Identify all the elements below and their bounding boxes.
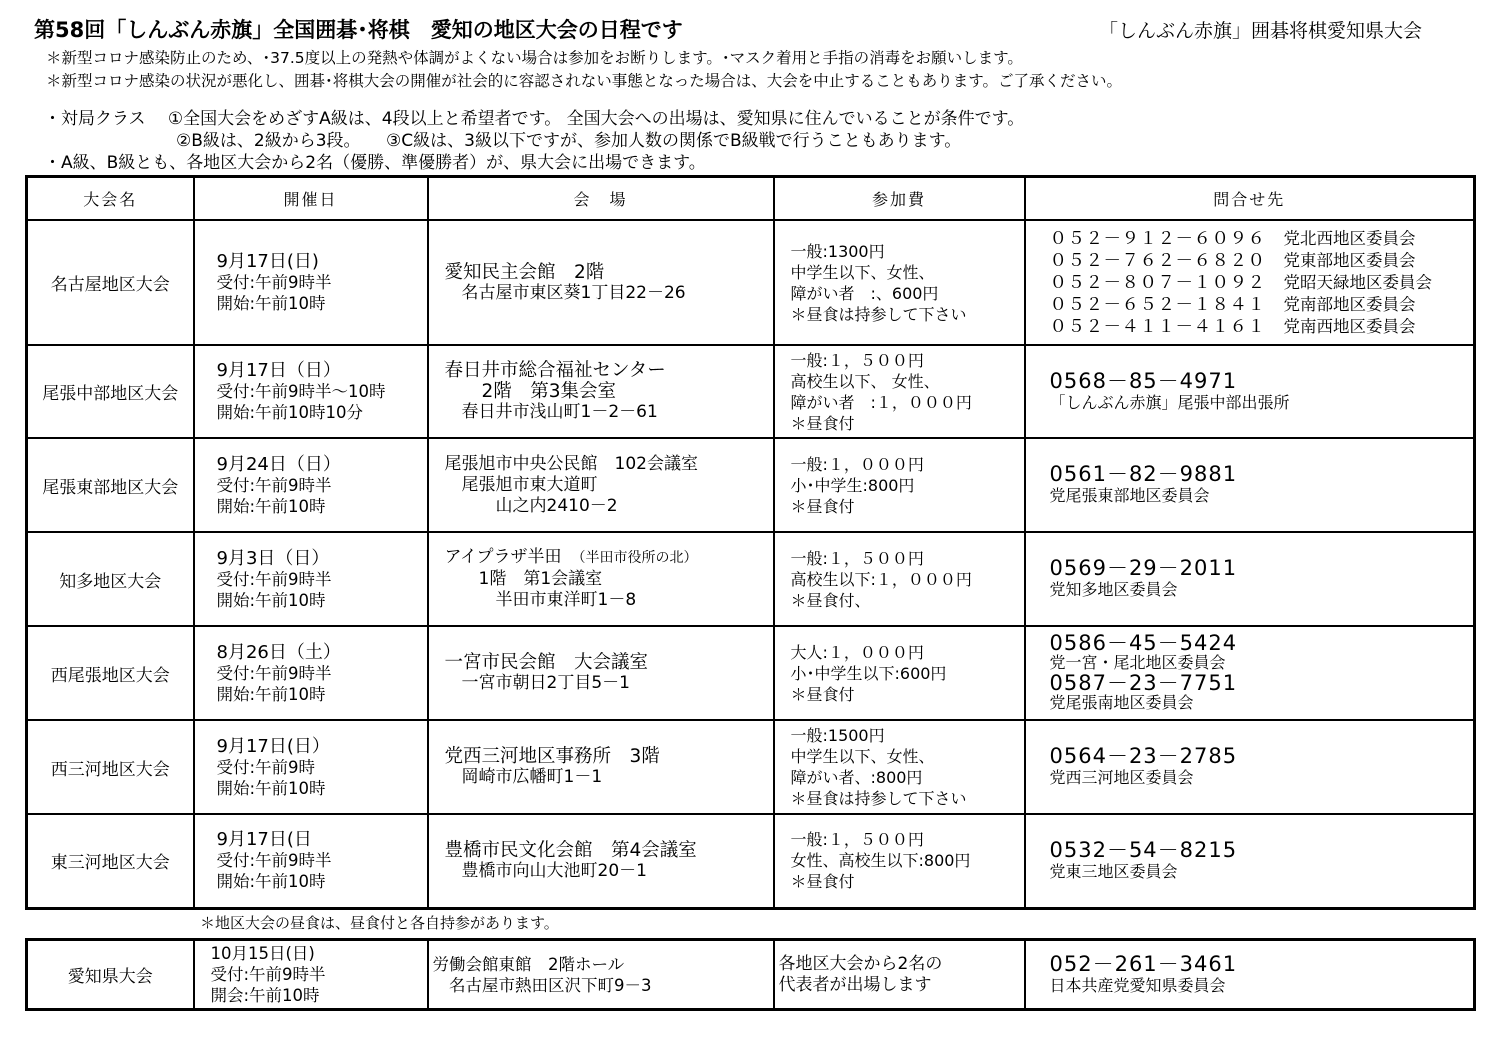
venue-name-line — [445, 547, 773, 569]
contact-org: 党尾張南地区委員会 — [1049, 693, 1194, 712]
organizer-name: 「しんぶん赤旗」囲碁将棋愛知県大会 — [1098, 20, 1422, 42]
header-venue: 会 場 — [428, 177, 774, 221]
event-date: 9月17日（日） — [216, 360, 341, 381]
contact-org: 党尾張東部地区委員会 — [1049, 486, 1210, 505]
table-row — [27, 438, 1475, 532]
fee-line: 一般:1300円 — [790, 241, 885, 261]
header-date: 開催日 — [194, 177, 428, 221]
contact-line — [1050, 272, 1474, 294]
event-date: 10月15日(日) — [210, 944, 315, 963]
fee-line: 一般:１，５００円 — [790, 548, 924, 568]
reception-time: 受付:午前9時半 — [216, 475, 332, 495]
contact-org: 党知多地区委員会 — [1049, 580, 1178, 599]
tournament-name: 名古屋地区大会 — [27, 220, 194, 345]
page-title: 第58回「しんぶん赤旗」全国囲碁･将棋 愛知の地区大会の日程です — [34, 18, 683, 42]
fee-line: 一般:１，５００円 — [790, 350, 924, 370]
start-time: 開始:午前10時 — [216, 684, 326, 704]
event-date: 8月26日（土） — [216, 641, 341, 663]
fee-line: ＊昼食付 — [790, 496, 855, 516]
class-line-1: ・対局クラス ①全国大会をめざすA級は、4段以上と希望者です。 全国大会への出場は、愛知県に住んでいることが条件です。 — [44, 109, 1025, 129]
fee-line: 小･中学生以下:600円 — [790, 663, 947, 683]
contact-line — [1050, 316, 1474, 338]
fee-line: 大人:１，０００円 — [790, 642, 924, 662]
start-time: 開始:午前10時 — [216, 294, 326, 313]
tournament-name: 尾張中部地区大会 — [27, 345, 194, 438]
fee-line: ＊昼食付、 — [790, 590, 871, 610]
venue-name: 党西三河地区事務所 3階 — [444, 746, 660, 767]
venue-room: 1階 第1会議室 — [444, 569, 603, 589]
fee-line: ＊昼食付 — [790, 413, 855, 433]
venue-name: 一宮市民会館 大会議室 — [444, 652, 649, 673]
notice-covid-1: ＊新型コロナ感染防止のため、･37.5度以上の発熱や体調がよくない場合は参加をお断りします。･マスク着用と手指の消毒をお願いします。 — [46, 49, 1023, 67]
reception-time: 受付:午前9時半 — [216, 273, 332, 292]
venue-address: 豊橋市向山大池町20－1 — [444, 860, 647, 881]
start-time: 開始:午前10時 — [216, 590, 326, 610]
venue-name: 愛知民主会館 2階 — [444, 261, 605, 283]
fee-line: ＊昼食付 — [790, 872, 855, 892]
venue-address: 名古屋市東区葵1丁目22－26 — [444, 282, 686, 303]
reception-time: 受付:午前9時半 — [216, 569, 332, 589]
contact-org: 党南西地区委員会 — [1283, 316, 1416, 336]
reception-time: 受付:午前9時半 — [210, 965, 326, 984]
table-row — [27, 940, 1475, 1010]
contact-org: 「しんぶん赤旗」尾張中部出張所 — [1049, 392, 1290, 412]
tournament-name: 西尾張地区大会 — [27, 626, 194, 720]
event-date: 9月3日（日） — [216, 547, 330, 569]
class-line-2: ②B級は、2級から3段。 ③C級は、3級以下ですが、参加人数の関係でB級戦で行うこともあります。 — [176, 131, 962, 151]
fee-line: 高校生以下、 女性、 — [790, 371, 940, 391]
event-date: 9月17日(日 — [216, 829, 312, 851]
fee-line: 障がい者、:800円 — [790, 768, 923, 787]
fee-line: 高校生以下:１，０００円 — [790, 569, 972, 589]
fee-line: 一般:1500円 — [790, 726, 885, 745]
contact-phone: 0587－23－7751 — [1049, 671, 1238, 695]
fee-line: 女性、高校生以下:800円 — [790, 851, 971, 871]
reception-time: 受付:午前9時半 — [216, 851, 332, 871]
contact-phone: 052－261－3461 — [1049, 951, 1238, 976]
contact-phone: 0564－23－2785 — [1049, 744, 1238, 768]
notice-covid-2: ＊新型コロナ感染の状況が悪化し、囲碁･将棋大会の開催が社会的に容認されない事態となった場合は、大会を中止することもあります。ご了承ください。 — [46, 72, 1123, 90]
header-name: 大会名 — [27, 177, 194, 221]
fee-line: 各地区大会から2名の — [778, 953, 943, 974]
contact-org: 党一宮・尾北地区委員会 — [1049, 653, 1226, 672]
contact-org: 日本共産党愛知県委員会 — [1049, 975, 1226, 995]
fee-line: 一般:１，５００円 — [790, 830, 924, 850]
fee-line: 中学生以下、女性、 — [790, 262, 935, 282]
contact-org: 党東三地区委員会 — [1049, 861, 1178, 881]
fee-line: ＊昼食は持参して下さい — [790, 304, 967, 324]
contact-phone: 0568－85－4971 — [1049, 368, 1238, 393]
start-time: 開始:午前10時 — [216, 496, 326, 516]
contact-phone: ０５２－４１１－４１６１ — [1049, 316, 1266, 337]
start-time: 開始:午前10時 — [216, 778, 326, 798]
contact-phone: ０５２－９１２－６０９６ — [1049, 228, 1266, 249]
table-row — [27, 220, 1475, 345]
fee-line: 障がい者 :、600円 — [790, 283, 939, 303]
venue-address: 半田市東洋町1－8 — [444, 590, 637, 610]
contact-line — [1050, 228, 1474, 250]
fee-line: ＊昼食付 — [790, 684, 855, 704]
venue-address: 岡崎市広幡町1－1 — [444, 767, 603, 787]
contact-phone: ０５２－６５２－１８４１ — [1049, 294, 1266, 315]
venue-address: 春日井市浅山町1－2－61 — [444, 402, 658, 422]
venue-name: 尾張旭市中央公民館 102会議室 — [444, 453, 698, 474]
venue-address: 山之内2410－2 — [444, 495, 618, 516]
start-time: 開始:午前10時 — [216, 872, 326, 892]
venue-room: 2階 第3集会室 — [444, 381, 617, 402]
table-row — [27, 532, 1475, 626]
contact-line — [1050, 294, 1474, 316]
venue-name: 労働会館東館 2階ホール — [432, 954, 625, 974]
fee-line: 中学生以下、女性、 — [790, 747, 935, 766]
header-fee: 参加費 — [774, 177, 1025, 221]
table-row — [27, 626, 1475, 720]
tournament-name: 尾張東部地区大会 — [27, 438, 194, 532]
class-line-3: ・A級、B級とも、各地区大会から2名（優勝、準優勝者）が、県大会に出場できます。 — [44, 153, 706, 173]
contact-phone: 0586－45－5424 — [1049, 631, 1238, 655]
fee-line: 小･中学生:800円 — [790, 475, 915, 495]
venue-name: 豊橋市民文化会館 第4会議室 — [444, 839, 697, 861]
contact-org: 党西三河地区委員会 — [1049, 768, 1194, 787]
start-time: 開会:午前10時 — [210, 986, 320, 1005]
tournament-name: 愛知県大会 — [27, 940, 194, 1010]
venue-note: （半田市役所の北） — [578, 550, 698, 566]
fee-line: 障がい者 :１，０００円 — [790, 392, 972, 412]
contact-line — [1050, 250, 1474, 272]
fee-line: ＊昼食は持参して下さい — [790, 789, 967, 808]
tournament-name: 東三河地区大会 — [27, 814, 194, 908]
contact-phone: 0561－82－9881 — [1049, 462, 1238, 486]
venue-address: 尾張旭市東大道町 — [444, 474, 598, 495]
contact-org: 党昭天緑地区委員会 — [1283, 272, 1432, 292]
tournament-name: 西三河地区大会 — [27, 720, 194, 814]
contact-phone: 0569－29－2011 — [1049, 556, 1238, 580]
lunch-note: ＊地区大会の昼食は、昼食付と各自持参があります。 — [200, 914, 559, 932]
venue-address: 名古屋市熱田区沢下町9－3 — [432, 975, 652, 995]
reception-time: 受付:午前9時 — [216, 757, 316, 777]
event-date: 9月17日(日） — [216, 735, 330, 757]
venue-name: アイプラザ半田 — [444, 547, 562, 567]
venue-name: 春日井市総合福祉センター — [444, 360, 666, 381]
tournament-name: 知多地区大会 — [27, 532, 194, 626]
contact-org: 党北西地区委員会 — [1283, 228, 1416, 248]
start-time: 開始:午前10時10分 — [216, 403, 364, 422]
fee-line: 一般:１，０００円 — [790, 454, 924, 474]
reception-time: 受付:午前9時半～10時 — [216, 382, 386, 401]
table-header-row — [27, 177, 1475, 221]
contact-org: 党南部地区委員会 — [1283, 294, 1416, 314]
event-date: 9月24日（日） — [216, 453, 341, 475]
reception-time: 受付:午前9時半 — [216, 663, 332, 683]
header-contact: 問合せ先 — [1025, 177, 1475, 221]
contact-phone: 0532－54－8215 — [1049, 837, 1238, 862]
contact-phone: ０５２－８０７－１０９２ — [1049, 272, 1266, 293]
table-row — [27, 814, 1475, 908]
schedule-table — [25, 175, 1476, 910]
table-row — [27, 345, 1475, 438]
contact-org: 党東部地区委員会 — [1283, 250, 1416, 270]
table-row — [27, 720, 1475, 814]
prefectural-table — [25, 938, 1476, 1011]
fee-line: 代表者が出場します — [778, 974, 932, 995]
contact-phone: ０５２－７６２－６８２０ — [1049, 250, 1266, 271]
venue-address: 一宮市朝日2丁目5－1 — [444, 673, 630, 693]
event-date: 9月17日(日) — [216, 251, 319, 272]
